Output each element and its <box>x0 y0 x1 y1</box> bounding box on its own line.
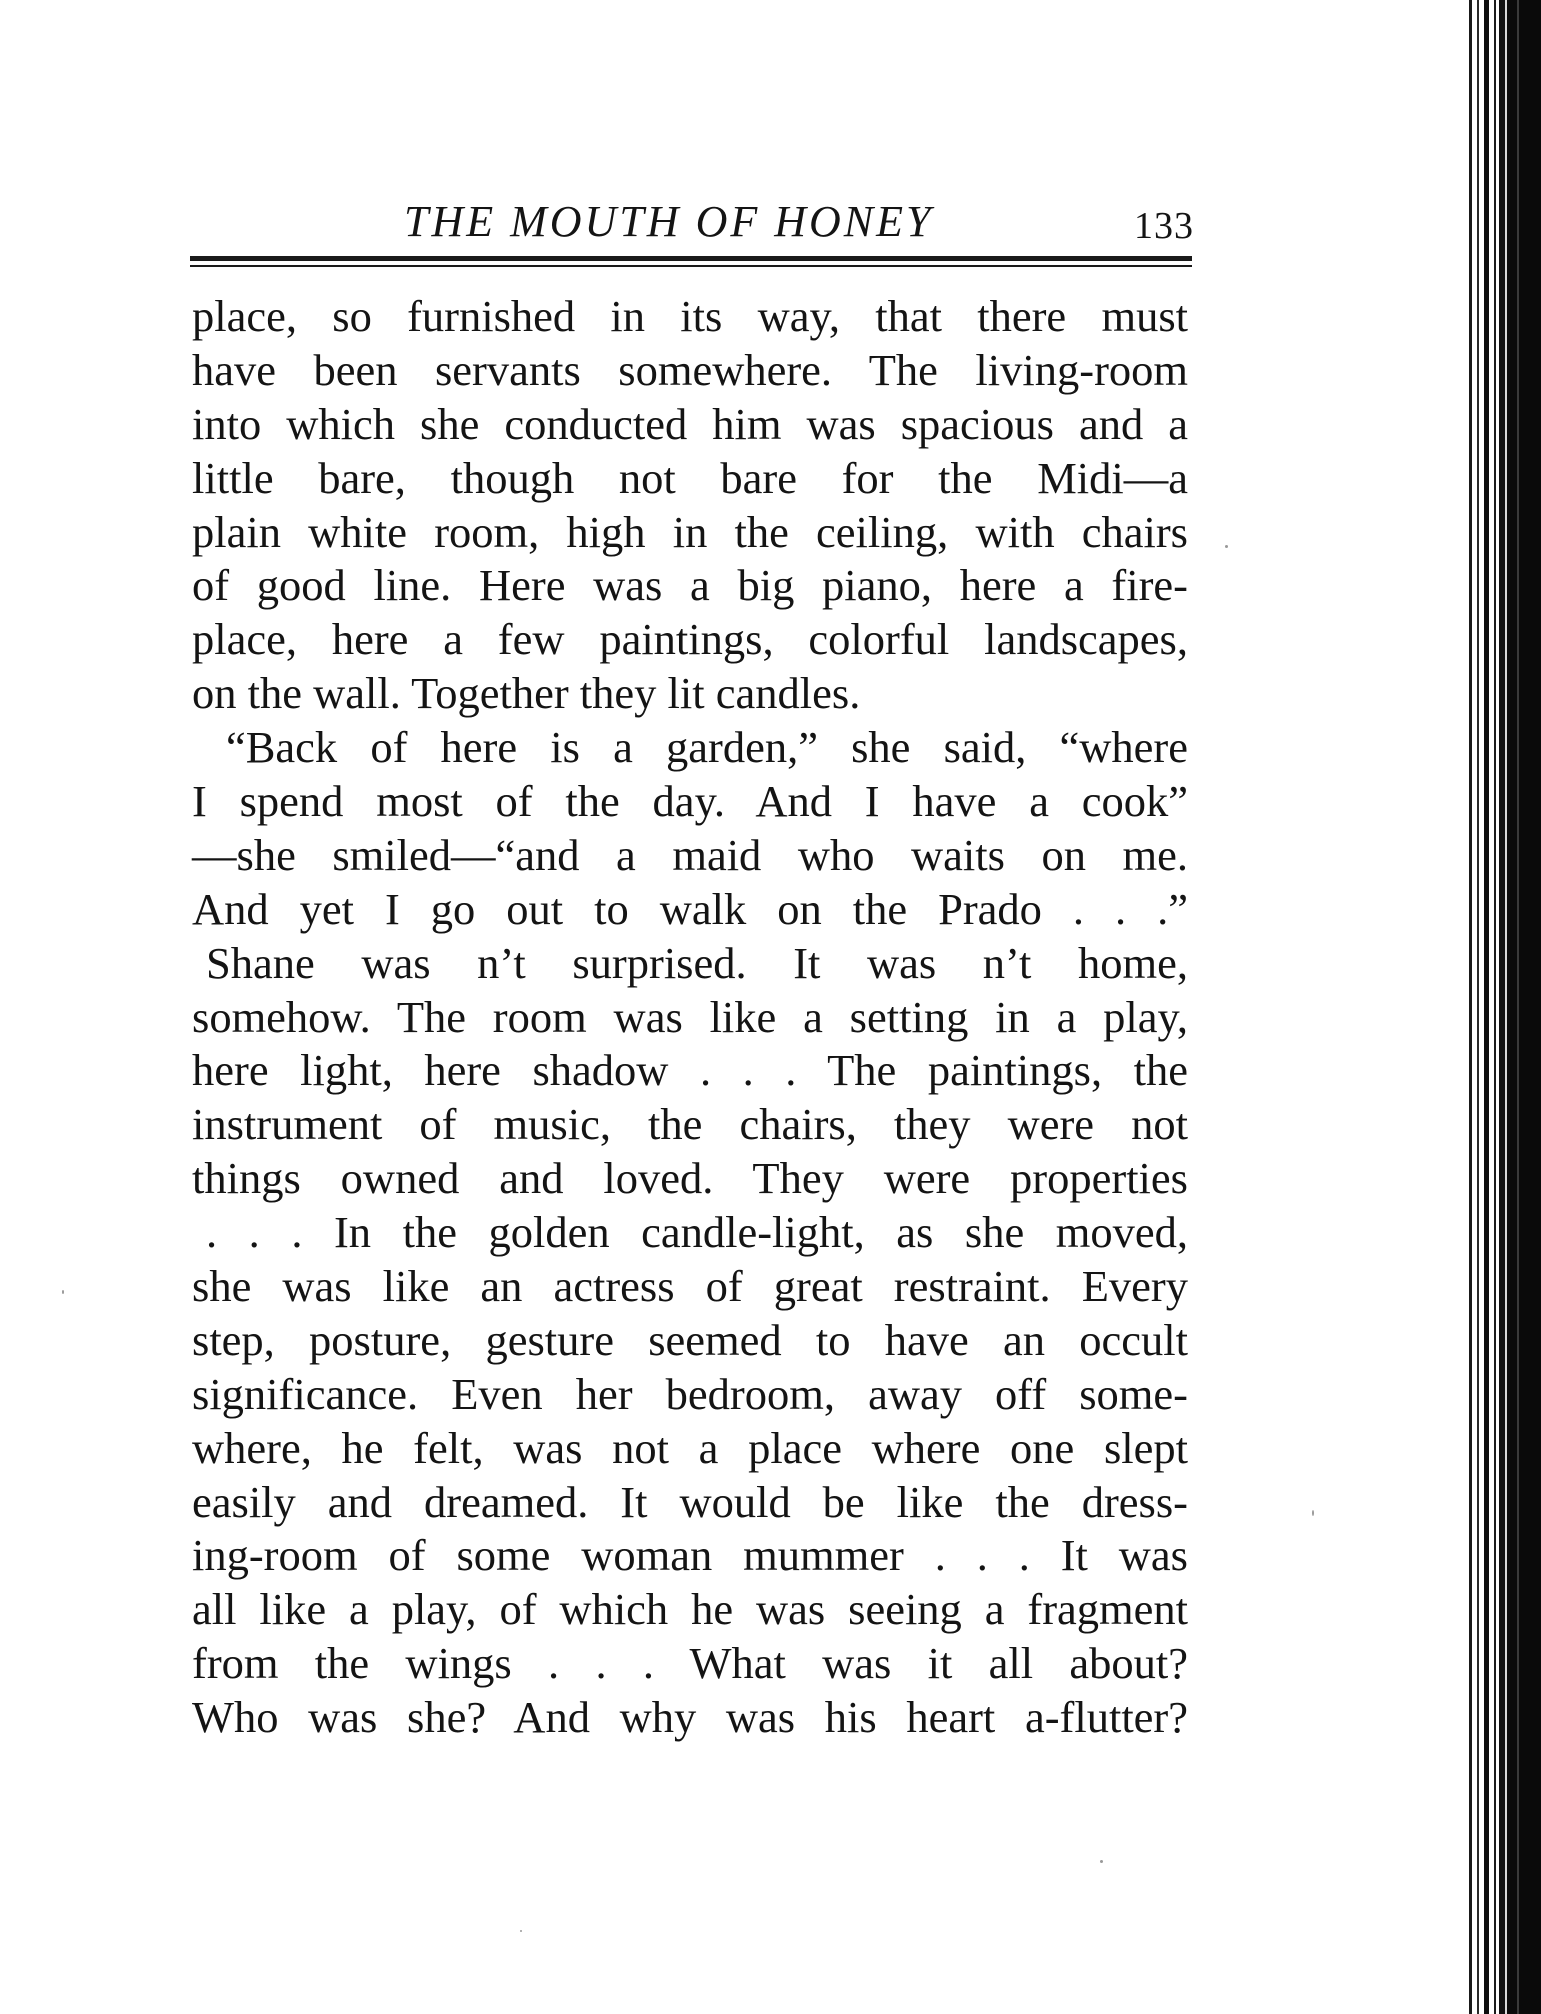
text-line: have been servants somewhere. The living-room <box>192 344 1188 395</box>
body-text <box>192 290 1188 1745</box>
text-line: from the wings . . . What was it all about? <box>192 1638 1188 1689</box>
text-line: she was like an actress of great restraint. Every <box>192 1261 1188 1312</box>
text-line: —she smiled—“and a maid who waits on me. <box>192 829 1188 880</box>
scan-speck <box>520 1930 522 1932</box>
text-line: here light, here shadow . . . The paintings, the <box>192 1045 1188 1096</box>
text-line: And yet I go out to walk on the Prado . . .” <box>192 883 1188 934</box>
text-line: of good line. Here was a big piano, here a fire- <box>192 560 1188 611</box>
text-line: instrument of music, the chairs, they were not <box>192 1099 1188 1150</box>
text-line: “Back of here is a garden,” she said, “where <box>226 722 1188 773</box>
text-line: into which she conducted him was spacious and a <box>192 398 1188 449</box>
header-rule-thin <box>190 265 1192 267</box>
header-rule-thick <box>190 256 1192 261</box>
text-line: place, here a few paintings, colorful landscapes, <box>192 614 1188 665</box>
text-line: plain white room, high in the ceiling, with chairs <box>192 506 1188 557</box>
text-line: Shane was n’t surprised. It was n’t home, <box>206 937 1188 988</box>
text-line: . . . In the golden candle-light, as she moved, <box>206 1207 1188 1258</box>
text-line: place, so furnished in its way, that there must <box>192 291 1188 341</box>
text-line: ing-room of some woman mummer . . . It was <box>192 1530 1188 1581</box>
text-line: little bare, though not bare for the Midi—a <box>192 452 1188 503</box>
page-header <box>192 186 1194 256</box>
text-line: things owned and loved. They were properties <box>192 1153 1188 1204</box>
text-line: I spend most of the day. And I have a cook” <box>192 776 1188 827</box>
text-line: step, posture, gesture seemed to have an occult <box>192 1314 1188 1365</box>
text-line: significance. Even her bedroom, away off some- <box>192 1368 1188 1419</box>
scan-speck <box>1312 1510 1314 1516</box>
text-line: on the wall. Together they lit candles. <box>192 668 861 719</box>
text-line: Who was she? And why was his heart a-flutter? <box>192 1692 1188 1743</box>
page-number: 133 <box>1134 205 1194 247</box>
scan-speck <box>1100 1860 1103 1863</box>
binding-edge <box>1465 0 1541 2014</box>
running-title: THE MOUTH OF HONEY <box>404 197 934 246</box>
scan-speck <box>62 1290 64 1294</box>
text-line: easily and dreamed. It would be like the dress- <box>192 1476 1188 1527</box>
text-line: all like a play, of which he was seeing a fragment <box>192 1584 1188 1635</box>
scan-speck <box>1225 545 1228 548</box>
text-line: somehow. The room was like a setting in a play, <box>192 991 1188 1042</box>
text-line: where, he felt, was not a place where one slept <box>192 1422 1188 1473</box>
